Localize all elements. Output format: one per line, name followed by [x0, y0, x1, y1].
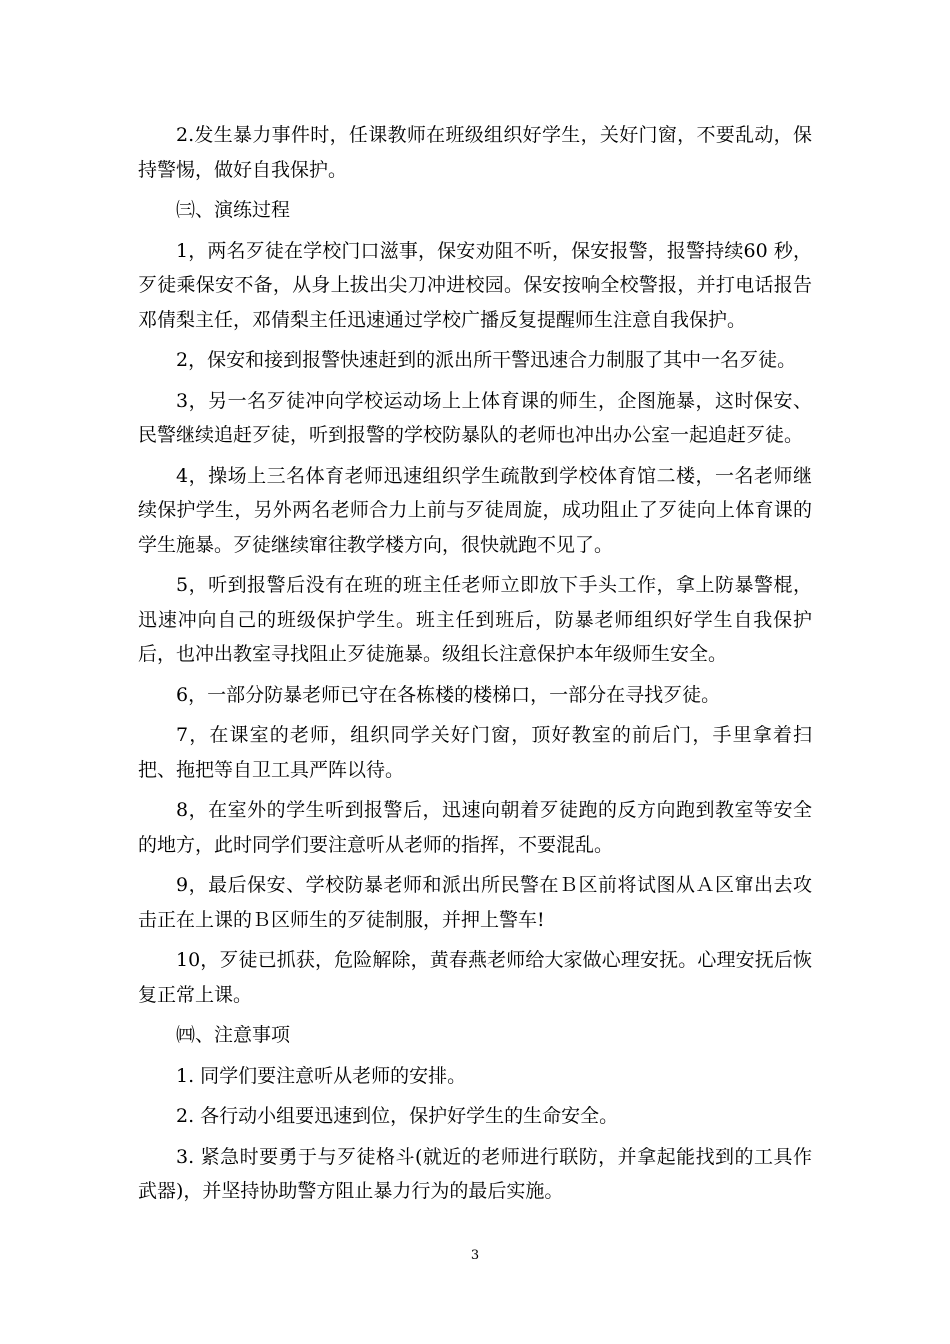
paragraph: 1，两名歹徒在学校门口滋事，保安劝阻不听，保安报警，报警持续60 秒，歹徒乘保安不备，从身上拔出尖刀冲进校园。保安按响全校警报，并打电话报告邓倩梨主任，邓倩梨主任迅速通过学校广播反复提醒师生注意自我保护。 [138, 239, 812, 331]
paragraph: 4，操场上三名体育老师迅速组织学生疏散到学校体育馆二楼，一名老师继续保护学生，另外两名老师合力上前与歹徒周旋，成功阻止了歹徒向上体育课的学生施暴。歹徒继续窜往教学楼方向，很快就跑不见了。 [138, 464, 812, 556]
paragraph: 10，歹徒已抓获，危险解除，黄春燕老师给大家做心理安抚。心理安抚后恢复正常上课。 [138, 949, 812, 1006]
paragraph: 6，一部分防暴老师已守在各栋楼的楼梯口，一部分在寻找歹徒。 [176, 683, 721, 706]
paragraph: 3，另一名歹徒冲向学校运动场上上体育课的师生，企图施暴，这时保安、民警继续追赶歹徒，听到报警的学校防暴队的老师也冲出办公室一起追赶歹徒。 [138, 389, 812, 446]
section-heading: ㈣、注意事项 [176, 1024, 291, 1046]
list-item: 1. 同学们要注意听从老师的安排。 [176, 1064, 467, 1087]
paragraph: 7，在课室的老师，组织同学关好门窗，顶好教室的前后门，手里拿着扫把、拖把等自卫工具严阵以待。 [138, 724, 812, 781]
section-heading: ㈢、演练过程 [176, 199, 291, 221]
document-body [138, 118, 812, 1215]
paragraph: 2，保安和接到报警快速赶到的派出所干警迅速合力制服了其中一名歹徒。 [176, 349, 797, 371]
paragraph: 5，听到报警后没有在班的班主任老师立即放下手头工作，拿上防暴警棍，迅速冲向自己的班级保护学生。班主任到班后，防暴老师组织好学生自我保护后，也冲出教室寻找阻止歹徒施暴。级组长注意保护本年级师生安全。 [138, 574, 812, 665]
page-number: 3 [470, 1248, 480, 1263]
list-item: 2. 各行动小组要迅速到位，保护好学生的生命安全。 [176, 1105, 619, 1127]
list-item: 3. 紧急时要勇于与歹徒格斗(就近的老师进行联防，并拿起能找到的工具作武器)，并坚持协助警方阻止暴力行为的最后实施。 [138, 1145, 812, 1202]
paragraph: 8，在室外的学生听到报警后，迅速向朝着歹徒跑的反方向跑到教室等安全的地方，此时同学们要注意听从老师的指挥，不要混乱。 [138, 799, 812, 856]
paragraph: 9，最后保安、学校防暴老师和派出所民警在Ｂ区前将试图从Ａ区窜出去攻击正在上课的Ｂ区师生的歹徒制服，并押上警车! [138, 874, 812, 931]
paragraph: 2.发生暴力事件时，任课教师在班级组织好学生，关好门窗，不要乱动，保持警惕，做好自我保护。 [138, 124, 812, 181]
